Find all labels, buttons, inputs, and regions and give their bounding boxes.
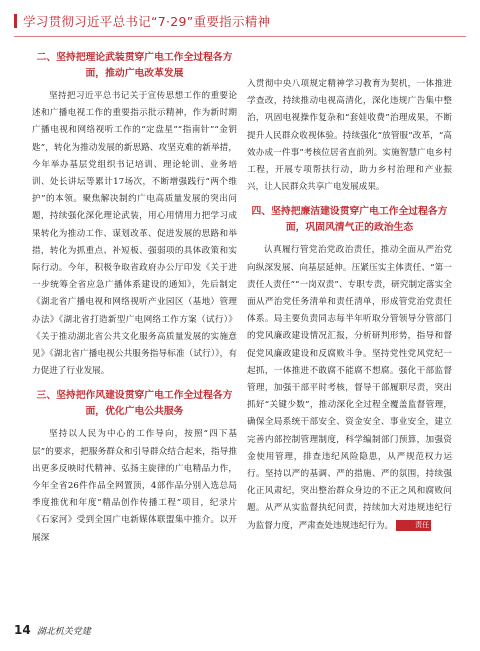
- article-end-mark: 责任: [396, 520, 431, 531]
- section-4-heading: 四、坚持把廉洁建设贯穿广电工作全过程各方面，巩固风清气正的政治生态: [251, 206, 448, 234]
- running-header: [14, 10, 270, 32]
- right-column: [247, 76, 452, 535]
- section-3-heading: 三、坚持把作风建设贯穿广电工作全过程各方面，优化广电公共服务: [36, 390, 233, 418]
- section-4-paragraph: [247, 242, 452, 534]
- header-divider: [14, 36, 466, 37]
- section-3-continuation: 入贯彻中央八项规定精神学习教育为契机，一体推进学查改，持续推动电视高清化，深化违规广告集中整治，巩固电视操作复杂和“套娃收费”治理成果，不断提升人民群众收视体验。持续强化“放管服”改革，“高效办成一件事”考核位居省直前列。实施智慧广电乡村工程，开展专项帮扶行动，助力乡村治理和产业振兴，让人民群众共享广电发展成果。: [247, 79, 452, 193]
- left-column: [32, 46, 237, 547]
- page-number: 14: [14, 623, 31, 637]
- header-accent-bar: [14, 14, 17, 28]
- magazine-logo: 湖北机关党建: [36, 626, 91, 637]
- section-3-paragraph: 坚持以人民为中心的工作导向，按照“四下基层”的要求，把服务群众和引导群众结合起来，指导推出更多反映时代精神、弘扬主旋律的广电精品力作，今年全省26件作品全网置顶，4部作品分别入选总局季度推优和年度“精品创作传播工程”项目，纪录片《石家河》受到全国广电新媒体联盟集中推介。以开展深: [32, 429, 237, 543]
- section-2-heading: 二、坚持把理论武装贯穿广电工作全过程各方面，推动广电改革发展: [36, 52, 233, 79]
- section-2-paragraph: 坚持把习近平总书记关于宣传思想工作的重要论述和广播电视工作的重要指示批示精神，作为新时期广播电视和网络视听工作的“定盘星”“指南针”“金钥匙”，转化为推动发展的新思路、攻坚克难的新举措，今年举办基层党组织书记培训、理论轮训、业务培训、处长讲坛等累计17场次，不断增强践行“两个维护”的本领。聚焦解决制约广电高质量发展的突出问题，持续强化深化理论武装，用心用情用力把学习成果转化为推动工作、谋划改革、促进发展的思路和举措，转化为抓重点、补短板、强弱项的具体政策和实际行动。今年，积极争取省政府办公厅印发《关于进一步统筹全省应急广播体系建设的通知》，先后制定《湖北省广播电视和网络视听产业园区（基地）管理办法》《湖北省打造新型广电网络工作方案（试行）》《关于推动湖北省公共文化服务高质量发展的实施意见》《湖北省广播电视公共服务指导标准（试行）》，有力促进了行业发展。: [32, 91, 237, 377]
- page-footer: [14, 623, 91, 637]
- section-4-text: 认真履行管党治党政治责任，推动全面从严治党向纵深发展、向基层延伸。压紧压实主体责任、“第一责任人责任”“一岗双责”、专职专责，研究制定落实全面从严治党任务清单和责任清单，形成管党治党责任体系。局主要负责同志每半年听取分管领导分管部门的党风廉政建设情况汇报，分析研判形势，指导和督促党风廉政建设和反腐败斗争。坚持党性党风党纪一起抓，一体推进不敢腐不能腐不想腐。强化干部监督管理，加强干部平时考核，督导干部履职尽责，突出抓好“关键少数”，推动深化全过程全覆盖监督管理，确保全局系统干部安全、资金安全、事业安全，建立完善内部控制管理制度，科学编制部门预算，加强资金使用管理，排查违纪风险隐患，从严规范权力运行。坚持以严的基调、严的措施、严的氛围，持续强化正风肃纪，突出整治群众身边的不正之风和腐败问题。从严从实监督执纪问责，持续加大对违规违纪行为监督力度，严肃查处违规违纪行为。: [247, 245, 452, 531]
- header-title: 学习贯彻习近平总书记“7·29”重要指示精神: [23, 14, 271, 29]
